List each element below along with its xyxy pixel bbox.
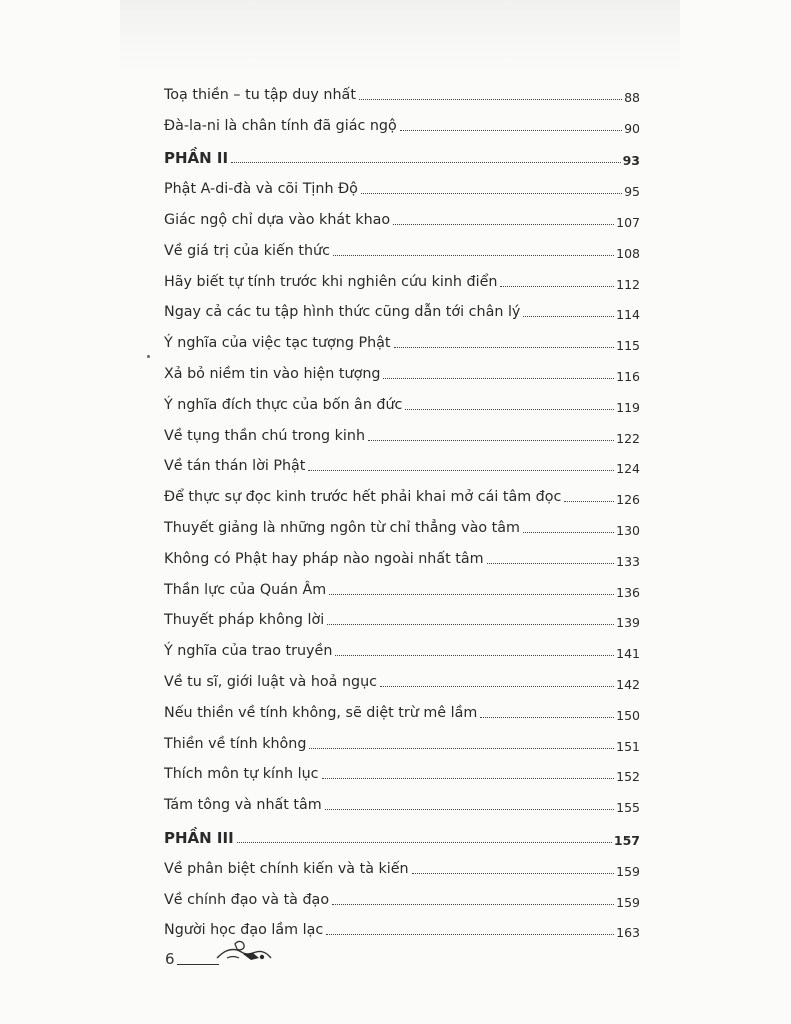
toc-entry-title: Người học đạo lầm lạc [164, 922, 324, 939]
toc-entry-page: 95 [624, 184, 640, 200]
toc-entry-page: 88 [624, 89, 640, 105]
toc-entry [164, 291, 640, 322]
toc-entry [164, 383, 640, 414]
toc-entry [164, 722, 640, 753]
toc-leader-dots [332, 904, 614, 905]
toc-leader-dots [329, 594, 614, 595]
toc-entry [164, 660, 640, 691]
toc-entry [164, 229, 640, 260]
toc-leader-dots [322, 778, 615, 779]
toc-entry [164, 783, 640, 814]
toc-leader-dots [412, 873, 615, 874]
toc-entry-page: 142 [616, 676, 640, 692]
toc-entry-title: Toạ thiền – tu tập duy nhất [164, 86, 356, 103]
toc-entry [164, 599, 640, 630]
toc-entry-page: 108 [616, 245, 640, 261]
toc-section-title: PHẦN II [164, 149, 229, 168]
toc-leader-dots [500, 286, 614, 287]
toc-entry-page: 93 [622, 153, 640, 169]
toc-leader-dots [393, 224, 614, 225]
toc-entry-title: Về giá trị của kiến thức [164, 242, 330, 259]
toc-entry-title: Tám tông và nhất tâm [164, 797, 322, 814]
toc-entry-title: Thuyết pháp không lời [164, 612, 325, 629]
toc-leader-dots [523, 316, 614, 317]
toc-entry-title: Giác ngộ chỉ dựa vào khát khao [164, 211, 391, 228]
toc-entry-title: Thần lực của Quán Âm [164, 581, 327, 598]
page-number: 6 [165, 950, 175, 968]
toc-entry-title: Để thực sự đọc kinh trước hết phải khai mở cái tâm đọc [164, 489, 562, 506]
toc-entry-title: Hãy biết tự tính trước khi nghiên cứu kinh điển [164, 273, 498, 290]
toc-entry-page: 159 [616, 894, 640, 910]
toc-entry [164, 847, 640, 878]
toc-entry [164, 352, 640, 383]
toc-leader-dots [394, 347, 615, 348]
toc-entry-title: Về tán thán lời Phật [164, 458, 306, 475]
toc-entry-page: 163 [616, 925, 640, 941]
toc-leader-dots [327, 624, 614, 625]
monk-icon [213, 938, 273, 968]
toc-leader-dots [237, 842, 612, 843]
page-shadow [120, 0, 680, 70]
toc-entry-page: 152 [616, 769, 640, 785]
toc-leader-dots [523, 532, 614, 533]
toc-section-title: PHẦN III [164, 828, 234, 847]
toc-entry-page: 133 [616, 553, 640, 569]
toc-leader-dots [564, 501, 614, 502]
toc-entry-page: 119 [616, 399, 640, 415]
toc-entry-page: 90 [624, 120, 640, 136]
toc-leader-dots [308, 470, 614, 471]
toc-leader-dots [359, 99, 622, 100]
page-footer [165, 938, 273, 968]
toc-entry-title: Về tu sĩ, giới luật và hoả ngục [164, 673, 378, 690]
toc-entry-page: 130 [616, 522, 640, 538]
toc-entry-title: Nếu thiền về tính không, sẽ diệt trừ mê lầm [164, 704, 478, 721]
toc-entry [164, 475, 640, 506]
toc-entry-title: Thiền về tính không [164, 735, 307, 752]
toc-entry-title: Về phân biệt chính kiến và tà kiến [164, 860, 409, 877]
toc-entry [164, 537, 640, 568]
toc-entry-page: 124 [616, 461, 640, 477]
toc-entry-title: Ngay cả các tu tập hình thức cũng dẫn tới chân lý [164, 304, 521, 321]
toc-leader-dots [335, 655, 614, 656]
toc-entry-page: 150 [616, 707, 640, 723]
toc-entry [164, 414, 640, 445]
toc-entry [164, 104, 640, 135]
toc-entry-page: 139 [616, 615, 640, 631]
toc-entry-title: Ý nghĩa của trao truyền [164, 643, 333, 660]
toc-entry-page: 115 [616, 338, 640, 354]
toc-entry [164, 506, 640, 537]
toc-leader-dots [361, 193, 622, 194]
toc-leader-dots [480, 717, 614, 718]
toc-entry [164, 445, 640, 476]
toc-entry-page: 155 [616, 800, 640, 816]
table-of-contents [164, 73, 640, 939]
toc-entry-page: 151 [616, 738, 640, 754]
toc-entry-title: Đà-la-ni là chân tính đã giác ngộ [164, 117, 397, 134]
toc-leader-dots [231, 162, 620, 163]
toc-entry [164, 73, 640, 104]
toc-entry [164, 909, 640, 940]
toc-entry [164, 753, 640, 784]
toc-entry [164, 629, 640, 660]
toc-section-heading [164, 137, 640, 168]
toc-entry-page: 141 [616, 646, 640, 662]
toc-leader-dots [383, 378, 614, 379]
toc-entry-title: Không có Phật hay pháp nào ngoài nhất tâm [164, 550, 484, 567]
toc-leader-dots [487, 563, 615, 564]
toc-entry [164, 691, 640, 722]
toc-leader-dots [326, 934, 614, 935]
toc-leader-dots [400, 130, 622, 131]
toc-entry-page: 112 [616, 276, 640, 292]
toc-entry [164, 167, 640, 198]
toc-entry-title: Thích môn tự kính lục [164, 766, 319, 783]
toc-entry-title: Thuyết giảng là những ngôn từ chỉ thẳng vào tâm [164, 519, 520, 536]
toc-entry-page: 107 [616, 214, 640, 230]
toc-entry-page: 159 [616, 863, 640, 879]
toc-entry [164, 568, 640, 599]
toc-entry [164, 878, 640, 909]
toc-leader-dots [333, 255, 614, 256]
toc-entry [164, 198, 640, 229]
toc-entry-page: 126 [616, 492, 640, 508]
toc-entry [164, 321, 640, 352]
toc-entry-title: Về tụng thần chú trong kinh [164, 427, 366, 444]
toc-entry-page: 157 [613, 832, 640, 848]
toc-entry [164, 260, 640, 291]
toc-leader-dots [368, 440, 614, 441]
toc-entry-title: Ý nghĩa đích thực của bốn ân đức [164, 396, 403, 413]
toc-entry-title: Ý nghĩa của việc tạc tượng Phật [164, 335, 391, 352]
toc-entry-title: Phật A-di-đà và cõi Tịnh Độ [164, 181, 358, 198]
toc-entry-page: 122 [616, 430, 640, 446]
toc-leader-dots [405, 409, 614, 410]
ink-speck [147, 355, 150, 358]
toc-entry-title: Xả bỏ niềm tin vào hiện tượng [164, 365, 381, 382]
toc-leader-dots [380, 686, 614, 687]
toc-entry-page: 136 [616, 584, 640, 600]
toc-leader-dots [309, 748, 614, 749]
toc-entry-title: Về chính đạo và tà đạo [164, 891, 330, 908]
toc-leader-dots [325, 809, 614, 810]
toc-section-heading [164, 816, 640, 847]
toc-entry-page: 116 [616, 368, 640, 384]
toc-entry-page: 114 [616, 307, 640, 323]
